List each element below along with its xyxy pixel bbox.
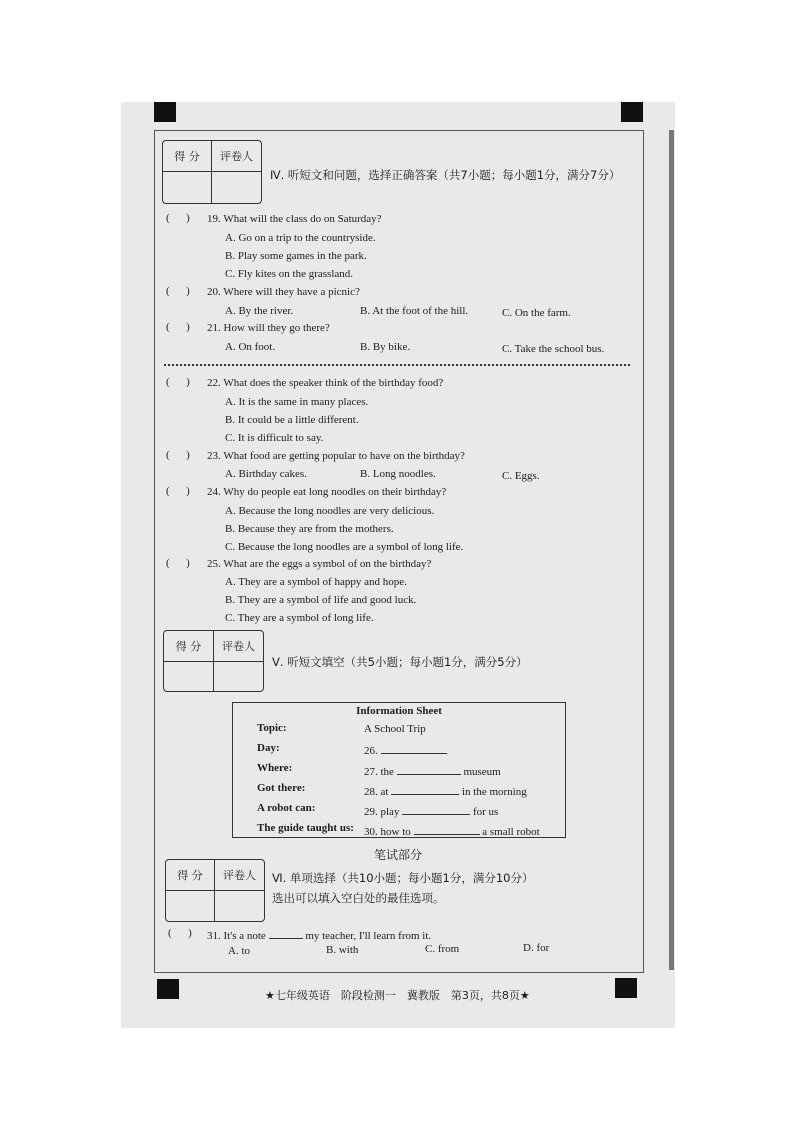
page-footer: ★七年级英语 阶段检测一 冀教版 第3页，共8页★ xyxy=(265,989,530,1002)
option-25b: B. They are a symbol of life and good luck. xyxy=(225,594,417,606)
question-19: 19. What will the class do on Saturday? xyxy=(207,213,382,225)
score-box-section5 xyxy=(163,630,264,692)
option-19a: A. Go on a trip to the countryside. xyxy=(225,232,376,244)
score-label: 得 分 xyxy=(174,150,200,163)
section4-title: Ⅳ. 听短文和问题，选择正确答案（共7小题；每小题1分，满分7分） xyxy=(270,168,621,182)
option-31a: A. to xyxy=(228,945,250,957)
option-22c: C. It is difficult to say. xyxy=(225,432,324,444)
option-20c: C. On the farm. xyxy=(502,307,571,319)
option-23c: C. Eggs. xyxy=(502,470,540,482)
answer-paren[interactable]: ( ) xyxy=(166,285,190,297)
question-23: 23. What food are getting popular to have on the birthday? xyxy=(207,450,465,462)
option-31c: C. from xyxy=(425,943,460,955)
answer-paren[interactable]: ( ) xyxy=(166,449,190,461)
grader-label: 评卷人 xyxy=(222,640,255,653)
option-19b: B. Play some games in the park. xyxy=(225,250,367,262)
answer-paren[interactable]: ( ) xyxy=(166,557,190,569)
information-sheet-title: Information Sheet xyxy=(356,705,442,717)
option-24b: B. Because they are from the mothers. xyxy=(225,523,394,535)
section5-title: Ⅴ. 听短文填空（共5小题；每小题1分，满分5分） xyxy=(272,655,528,669)
answer-paren[interactable]: ( ) xyxy=(166,321,190,333)
row-label-day: Day: xyxy=(257,742,280,754)
question-21: 21. How will they go there? xyxy=(207,322,330,334)
option-21c: C. Take the school bus. xyxy=(502,343,605,355)
registration-mark-top-right xyxy=(621,102,643,122)
option-31d: D. for xyxy=(523,942,550,954)
cut-line xyxy=(164,364,630,366)
score-label: 得 分 xyxy=(175,640,202,653)
row-label-where: Where: xyxy=(257,762,293,774)
blank-29[interactable]: 29. play for us xyxy=(364,806,499,818)
option-23a: A. Birthday cakes. xyxy=(225,468,307,480)
blank-26[interactable]: 26. xyxy=(364,743,447,757)
blank-30[interactable]: 30. how to a small robot xyxy=(364,826,540,838)
option-20a: A. By the river. xyxy=(225,305,294,317)
option-23b: B. Long noodles. xyxy=(360,468,436,480)
score-box-section6 xyxy=(165,859,265,922)
answer-paren[interactable]: ( ) xyxy=(166,485,190,497)
grader-label: 评卷人 xyxy=(223,869,256,882)
question-22: 22. What does the speaker think of the birthday food? xyxy=(207,377,444,389)
page-edge-strip xyxy=(669,130,674,970)
score-label: 得 分 xyxy=(177,869,203,882)
option-24c: C. Because the long noodles are a symbol of long life. xyxy=(225,541,464,553)
option-22a: A. It is the same in many places. xyxy=(225,396,369,408)
row-label-robot: A robot can: xyxy=(257,802,316,814)
answer-paren[interactable]: ( ) xyxy=(168,927,192,939)
option-21a: A. On foot. xyxy=(225,341,276,353)
question-24: 24. Why do people eat long noodles on their birthday? xyxy=(207,486,447,498)
row-label-got-there: Got there: xyxy=(257,782,306,794)
registration-mark-bottom-right xyxy=(615,978,637,998)
registration-mark-top-left xyxy=(154,102,176,122)
option-25a: A. They are a symbol of happy and hope. xyxy=(225,576,407,588)
answer-paren[interactable]: ( ) xyxy=(166,376,190,388)
row-label-topic: Topic: xyxy=(257,722,287,734)
question-25: 25. What are the eggs a symbol of on the birthday? xyxy=(207,558,432,570)
option-25c: C. They are a symbol of long life. xyxy=(225,612,374,624)
row-label-guide: The guide taught us: xyxy=(257,822,354,834)
blank-28[interactable]: 28. at in the morning xyxy=(364,786,527,798)
answer-paren[interactable]: ( ) xyxy=(166,212,190,224)
option-22b: B. It could be a little different. xyxy=(225,414,359,426)
row-value-topic: A School Trip xyxy=(364,723,426,735)
option-21b: B. By bike. xyxy=(360,341,411,353)
option-19c: C. Fly kites on the grassland. xyxy=(225,268,354,280)
option-24a: A. Because the long noodles are very delicious. xyxy=(225,505,435,517)
option-31b: B. with xyxy=(326,944,359,956)
written-section-heading: 笔试部分 xyxy=(374,848,423,862)
question-20: 20. Where will they have a picnic? xyxy=(207,286,360,298)
question-31: 31. It's a note my teacher, I'll learn from it. xyxy=(207,930,432,942)
score-box-section4 xyxy=(162,140,262,204)
blank-27[interactable]: 27. the museum xyxy=(364,766,501,778)
section6-subtitle: 选出可以填入空白处的最佳选项。 xyxy=(272,891,445,905)
option-20b: B. At the foot of the hill. xyxy=(360,305,469,317)
registration-mark-bottom-left xyxy=(157,979,179,999)
section6-title: Ⅵ. 单项选择（共10小题；每小题1分，满分10分） xyxy=(272,871,534,885)
grader-label: 评卷人 xyxy=(220,150,253,163)
